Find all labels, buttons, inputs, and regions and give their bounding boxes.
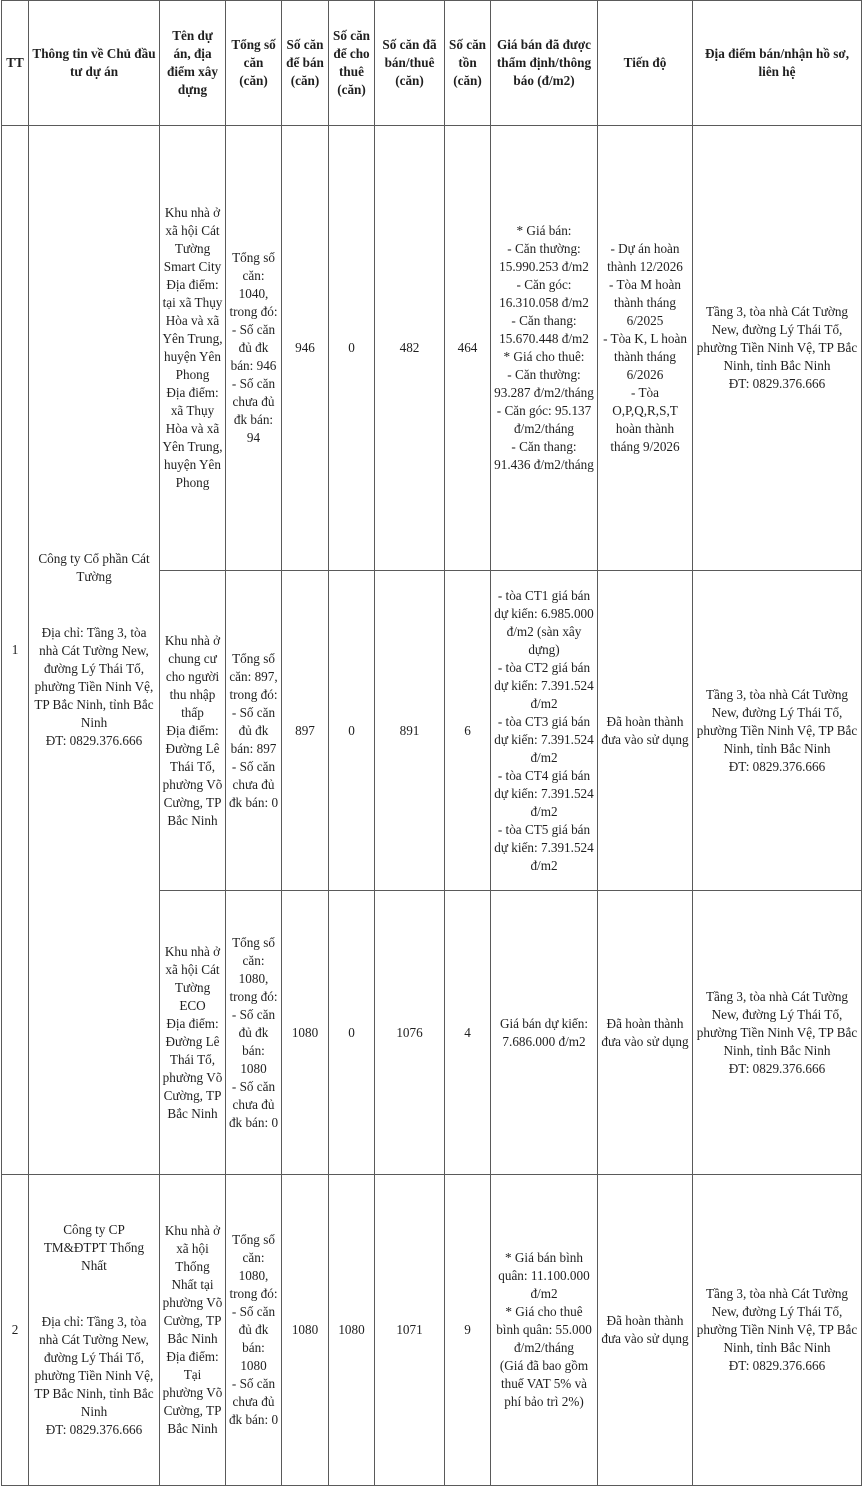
for-sale-cell: 897: [282, 571, 329, 891]
tt-cell: 2: [2, 1175, 29, 1486]
remaining-cell: 6: [445, 571, 491, 891]
header-for-sale: Số căn để bán (căn): [282, 1, 329, 126]
header-for-rent: Số căn để cho thuê (căn): [329, 1, 375, 126]
sold-cell: 1071: [375, 1175, 445, 1486]
for-rent-cell: 0: [329, 126, 375, 571]
header-investor: Thông tin về Chủ đầu tư dự án: [29, 1, 160, 126]
investor-address: Địa chỉ: Tầng 3, tòa nhà Cát Tường New, đường Lý Thái Tổ, phường Tiền Ninh Vệ, TP Bắc Ninh, tỉnh Bắc Ninh ĐT: 0829.376.666: [34, 1314, 154, 1437]
investor-name: Công ty Cổ phần Cát Tường: [38, 551, 150, 584]
header-sold: Số căn đã bán/thuê (căn): [375, 1, 445, 126]
header-row: [2, 1, 862, 126]
project-cell: Khu nhà ở chung cư cho người thu nhập thấp Địa điểm: Đường Lê Thái Tổ, phường Võ Cường, TP Bắc Ninh: [160, 571, 226, 891]
header-price: Giá bán đã được thẩm định/thông báo (đ/m2): [491, 1, 598, 126]
sold-cell: 1076: [375, 891, 445, 1175]
header-progress: Tiến độ: [598, 1, 693, 126]
progress-cell: - Dự án hoàn thành 12/2026 - Tòa M hoàn thành tháng 6/2025 - Tòa K, L hoàn thành tháng 6/2026 - Tòa O,P,Q,R,S,T hoàn thành tháng 9/2026: [598, 126, 693, 571]
progress-cell: Đã hoàn thành đưa vào sử dụng: [598, 571, 693, 891]
header-remaining: Số căn tồn (căn): [445, 1, 491, 126]
total-cell: Tổng số căn: 1080, trong đó: - Số căn đủ đk bán: 1080 - Số căn chưa đủ đk bán: 0: [226, 1175, 282, 1486]
contact-cell: Tầng 3, tòa nhà Cát Tường New, đường Lý Thái Tổ, phường Tiền Ninh Vệ, TP Bắc Ninh, tỉnh Bắc Ninh ĐT: 0829.376.666: [693, 126, 862, 571]
total-cell: Tổng số căn: 1040, trong đó: - Số căn đủ đk bán: 946 - Số căn chưa đủ đk bán: 94: [226, 126, 282, 571]
total-cell: Tổng số căn: 897, trong đó: - Số căn đủ đk bán: 897 - Số căn chưa đủ đk bán: 0: [226, 571, 282, 891]
project-cell: Khu nhà ở xã hội Cát Tường Smart City Địa điểm: tại xã Thụy Hòa và xã Yên Trung, huyện Yên Phong Địa điểm: xã Thụy Hòa và xã Yên Trung, huyện Yên Phong: [160, 126, 226, 571]
for-sale-cell: 1080: [282, 891, 329, 1175]
investor-cell: [29, 1175, 160, 1486]
header-contact: Địa điểm bán/nhận hồ sơ, liên hệ: [693, 1, 862, 126]
for-sale-cell: 1080: [282, 1175, 329, 1486]
project-cell: Khu nhà ở xã hội Thống Nhất tại phường Võ Cường, TP Bắc Ninh Địa điểm: Tại phường Võ Cường, TP Bắc Ninh: [160, 1175, 226, 1486]
housing-projects-table: [1, 0, 862, 1486]
progress-cell: Đã hoàn thành đưa vào sử dụng: [598, 891, 693, 1175]
remaining-cell: 464: [445, 126, 491, 571]
remaining-cell: 9: [445, 1175, 491, 1486]
table-row: [2, 126, 862, 571]
remaining-cell: 4: [445, 891, 491, 1175]
investor-cell: [29, 126, 160, 1175]
price-cell: * Giá bán: - Căn thường: 15.990.253 đ/m2 - Căn góc: 16.310.058 đ/m2 - Căn thang: 15.670.448 đ/m2 * Giá cho thuê: - Căn thường: 93.287 đ/m2/tháng - Căn góc: 95.137 đ/m2/tháng - Căn thang: 91.436 đ/m2/tháng: [491, 126, 598, 571]
for-sale-cell: 946: [282, 126, 329, 571]
total-cell: Tổng số căn: 1080, trong đó: - Số căn đủ đk bán: 1080 - Số căn chưa đủ đk bán: 0: [226, 891, 282, 1175]
for-rent-cell: 0: [329, 571, 375, 891]
contact-cell: Tầng 3, tòa nhà Cát Tường New, đường Lý Thái Tổ, phường Tiền Ninh Vệ, TP Bắc Ninh, tỉnh Bắc Ninh ĐT: 0829.376.666: [693, 571, 862, 891]
project-cell: Khu nhà ở xã hội Cát Tường ECO Địa điểm: Đường Lê Thái Tổ, phường Võ Cường, TP Bắc Ninh: [160, 891, 226, 1175]
for-rent-cell: 1080: [329, 1175, 375, 1486]
investor-name: Công ty CP TM&ĐTPT Thống Nhất: [43, 1222, 145, 1273]
sold-cell: 891: [375, 571, 445, 891]
contact-cell: Tầng 3, tòa nhà Cát Tường New, đường Lý Thái Tổ, phường Tiền Ninh Vệ, TP Bắc Ninh, tỉnh Bắc Ninh ĐT: 0829.376.666: [693, 891, 862, 1175]
investor-address: Địa chỉ: Tầng 3, tòa nhà Cát Tường New, đường Lý Thái Tổ, phường Tiền Ninh Vệ, TP Bắc Ninh, tỉnh Bắc Ninh ĐT: 0829.376.666: [34, 625, 154, 748]
table-row: [2, 1175, 862, 1486]
for-rent-cell: 0: [329, 891, 375, 1175]
contact-cell: Tầng 3, tòa nhà Cát Tường New, đường Lý Thái Tổ, phường Tiền Ninh Vệ, TP Bắc Ninh, tỉnh Bắc Ninh ĐT: 0829.376.666: [693, 1175, 862, 1486]
price-cell: Giá bán dự kiến: 7.686.000 đ/m2: [491, 891, 598, 1175]
price-cell: * Giá bán bình quân: 11.100.000 đ/m2 * Giá cho thuê bình quân: 55.000 đ/m2/tháng (Giá đã bao gồm thuế VAT 5% và phí bảo trì 2%): [491, 1175, 598, 1486]
progress-cell: Đã hoàn thành đưa vào sử dụng: [598, 1175, 693, 1486]
header-total: Tổng số căn (căn): [226, 1, 282, 126]
sold-cell: 482: [375, 126, 445, 571]
header-project: Tên dự án, địa điểm xây dựng: [160, 1, 226, 126]
tt-cell: 1: [2, 126, 29, 1175]
price-cell: - tòa CT1 giá bán dự kiến: 6.985.000 đ/m2 (sàn xây dựng) - tòa CT2 giá bán dự kiến: 7.391.524 đ/m2 - tòa CT3 giá bán dự kiến: 7.391.524 đ/m2 - tòa CT4 giá bán dự kiến: 7.391.524 đ/m2 - tòa CT5 giá bán dự kiến: 7.391.524 đ/m2: [491, 571, 598, 891]
header-tt: TT: [2, 1, 29, 126]
